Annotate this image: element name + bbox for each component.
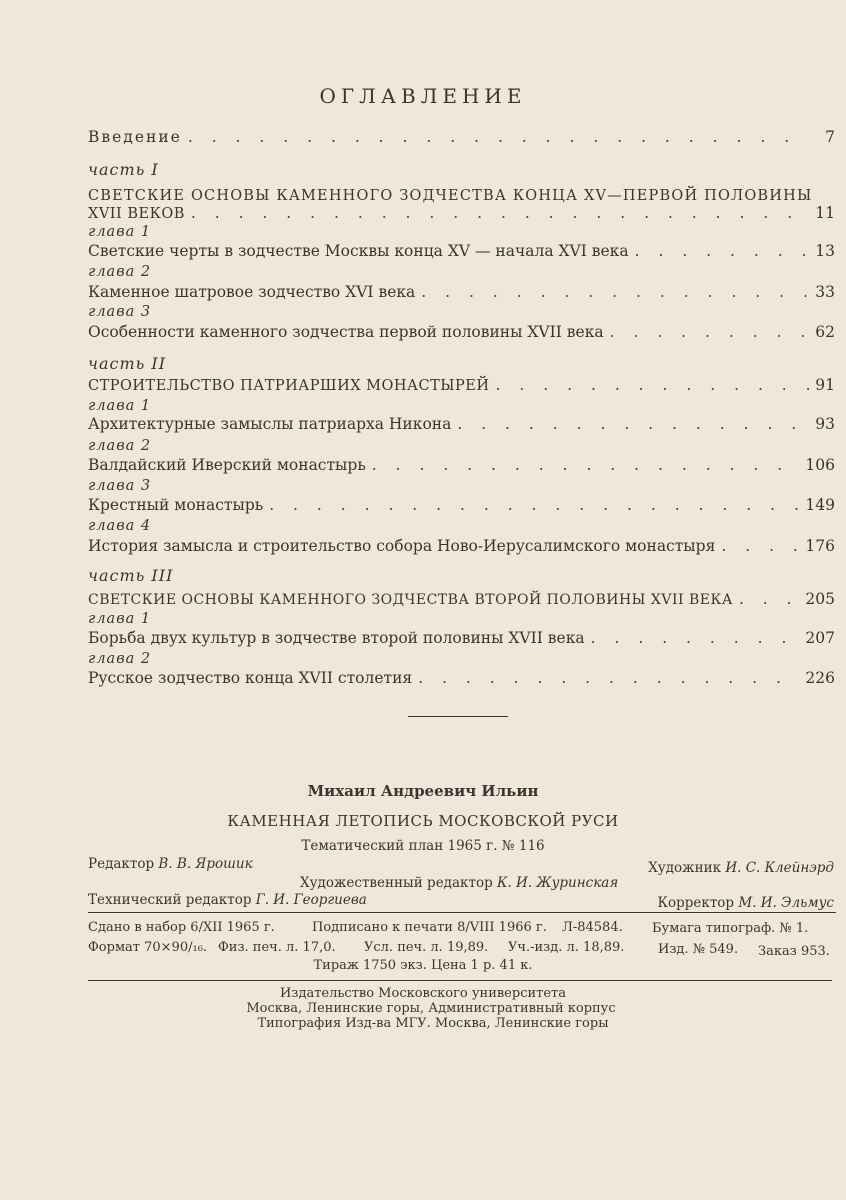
imprint-rule-bottom	[88, 980, 832, 981]
toc-title: ОГЛАВЛЕНИЕ	[319, 84, 527, 108]
toc-entry-title: Борьба двух культур в зодчестве второй половины XVII века	[88, 629, 585, 647]
toc-entry-title: Русское зодчество конца XVII столетия	[88, 669, 413, 687]
toc-entry-title: Особенности каменного зодчества первой половины XVII века	[88, 323, 604, 341]
chapter-label: глава 2	[88, 651, 152, 667]
credit-name: М. И. Эльмус	[738, 895, 834, 911]
imprint-line-1b: Подписано к печати 8/VIII 1966 г.	[312, 920, 547, 935]
credit-label: Корректор	[657, 895, 735, 911]
book-title: КАМЕННАЯ ЛЕТОПИСЬ МОСКОВСКОЙ РУСИ	[227, 812, 619, 830]
credit-label: Художник	[648, 860, 722, 876]
toc-entry-title: Архитектурные замыслы патриарха Никона	[88, 415, 452, 433]
toc-entry-chapter	[88, 415, 835, 433]
credit-label: Редактор	[88, 856, 155, 872]
chapter-label: глава 1	[88, 611, 152, 627]
toc-entry-part	[88, 590, 835, 608]
toc-entry-page: 7	[825, 128, 835, 146]
imprint-line-3: Тираж 1750 экз. Цена 1 р. 41 к.	[313, 958, 533, 973]
author-name: Михаил Андреевич Ильин	[307, 782, 539, 800]
chapter-label: глава 2	[88, 438, 152, 454]
toc-entry-page: 226	[805, 669, 835, 687]
imprint-line-1c: Л-84584.	[562, 920, 623, 935]
leader-dots	[591, 629, 800, 647]
part-label: часть I	[88, 160, 159, 179]
chapter-label: глава 1	[88, 398, 152, 414]
credit-name: Г. И. Георгиева	[255, 892, 367, 908]
toc-entry-title: Каменное шатровое зодчество XVI века	[88, 283, 416, 301]
toc-entry-title: Введение	[88, 128, 182, 146]
part-title-line1: СВЕТСКИЕ ОСНОВЫ КАМЕННОГО ЗОДЧЕСТВА КОНЦА XV—ПЕРВОЙ ПОЛОВИНЫ	[88, 188, 813, 204]
thematic-plan: Тематический план 1965 г. № 116	[301, 838, 545, 854]
credit-label: Художественный редактор	[300, 875, 493, 891]
credit-name: К. И. Журинская	[497, 875, 619, 891]
leader-dots	[457, 415, 809, 433]
chapter-label: глава 2	[88, 264, 152, 280]
toc-entry-page: 13	[815, 242, 835, 260]
part-title-line1: СВЕТСКИЕ ОСНОВЫ КАМЕННОГО ЗОДЧЕСТВА ВТОРОЙ ПОЛОВИНЫ XVII ВЕКА	[88, 592, 733, 608]
toc-entry-page: 11	[815, 204, 835, 222]
leader-dots	[418, 669, 799, 687]
toc-entry-page: 205	[805, 590, 835, 608]
toc-entry-part	[88, 204, 835, 222]
toc-entry-chapter	[88, 629, 835, 647]
toc-entry-page: 207	[805, 629, 835, 647]
imprint-line-2b: Физ. печ. л. 17,0.	[218, 940, 336, 955]
imprint-line-2e: Изд. № 549.	[658, 942, 739, 957]
proofreader-credit	[658, 895, 834, 911]
art-editor-credit	[300, 875, 618, 891]
toc-entry-chapter	[88, 456, 835, 474]
chapter-label: глава 4	[88, 518, 152, 534]
part-title-line2: XVII ВЕКОВ	[88, 206, 185, 222]
separator-rule	[408, 716, 508, 717]
editor-credit	[88, 856, 253, 872]
toc-entry-title: Крестный монастырь	[88, 496, 264, 514]
credit-name: В. В. Ярошик	[158, 856, 253, 872]
toc-entry-title: Светские черты в зодчестве Москвы конца XV — начала XVI века	[88, 242, 629, 260]
toc-entry-chapter	[88, 537, 835, 555]
leader-dots	[372, 456, 800, 474]
toc-entry-page: 106	[805, 456, 835, 474]
leader-dots	[721, 537, 799, 555]
tech-editor-credit	[88, 892, 367, 908]
toc-entry-chapter	[88, 323, 835, 341]
part-title-line1: СТРОИТЕЛЬСТВО ПАТРИАРШИХ МОНАСТЫРЕЙ	[88, 378, 490, 394]
publisher-address: Москва, Ленинские горы, Административный корпус	[246, 1001, 616, 1016]
toc-entry-title: Валдайский Иверский монастырь	[88, 456, 366, 474]
toc-entry-page: 93	[815, 415, 835, 433]
imprint-line-2d: Уч.-изд. л. 18,89.	[508, 940, 625, 955]
imprint-line-1a: Сдано в набор 6/XII 1965 г.	[88, 920, 275, 935]
part-label: часть II	[88, 354, 167, 373]
credit-label: Технический редактор	[88, 892, 252, 908]
chapter-label: глава 1	[88, 224, 152, 240]
toc-entry-page: 33	[815, 283, 835, 301]
imprint-line-2f: Заказ 953.	[758, 944, 830, 959]
chapter-label: глава 3	[88, 478, 152, 494]
toc-entry-page: 91	[815, 376, 835, 394]
leader-dots	[188, 128, 809, 146]
leader-dots	[739, 590, 799, 608]
toc-entry-intro	[88, 128, 835, 146]
leader-dots	[269, 496, 799, 514]
chapter-label: глава 3	[88, 304, 152, 320]
toc-entry-part	[88, 376, 835, 394]
toc-entry-chapter	[88, 242, 835, 260]
toc-entry-chapter	[88, 283, 835, 301]
leader-dots	[496, 376, 809, 394]
toc-entry-title: История замысла и строительство собора Ново-Иерусалимского монастыря	[88, 537, 716, 555]
imprint-line-1d: Бумага типограф. № 1.	[652, 921, 809, 936]
toc-entry-page: 149	[805, 496, 835, 514]
toc-entry-chapter	[88, 496, 835, 514]
credit-name: И. С. Клейнэрд	[725, 860, 834, 876]
imprint-line-2c: Усл. печ. л. 19,89.	[364, 940, 489, 955]
leader-dots	[191, 204, 809, 222]
printer-info: Типография Изд-ва МГУ. Москва, Ленинские горы	[257, 1016, 609, 1031]
publisher-name: Издательство Московского университета	[280, 986, 566, 1001]
toc-entry-page: 62	[815, 323, 835, 341]
leader-dots	[610, 323, 809, 341]
leader-dots	[421, 283, 809, 301]
toc-entry-page: 176	[805, 537, 835, 555]
artist-credit	[648, 860, 834, 876]
toc-entry-chapter	[88, 669, 835, 687]
imprint-rule-top	[88, 912, 836, 913]
leader-dots	[635, 242, 809, 260]
part-label: часть III	[88, 566, 174, 585]
imprint-line-2a: Формат 70×90/₁₆.	[88, 940, 208, 955]
